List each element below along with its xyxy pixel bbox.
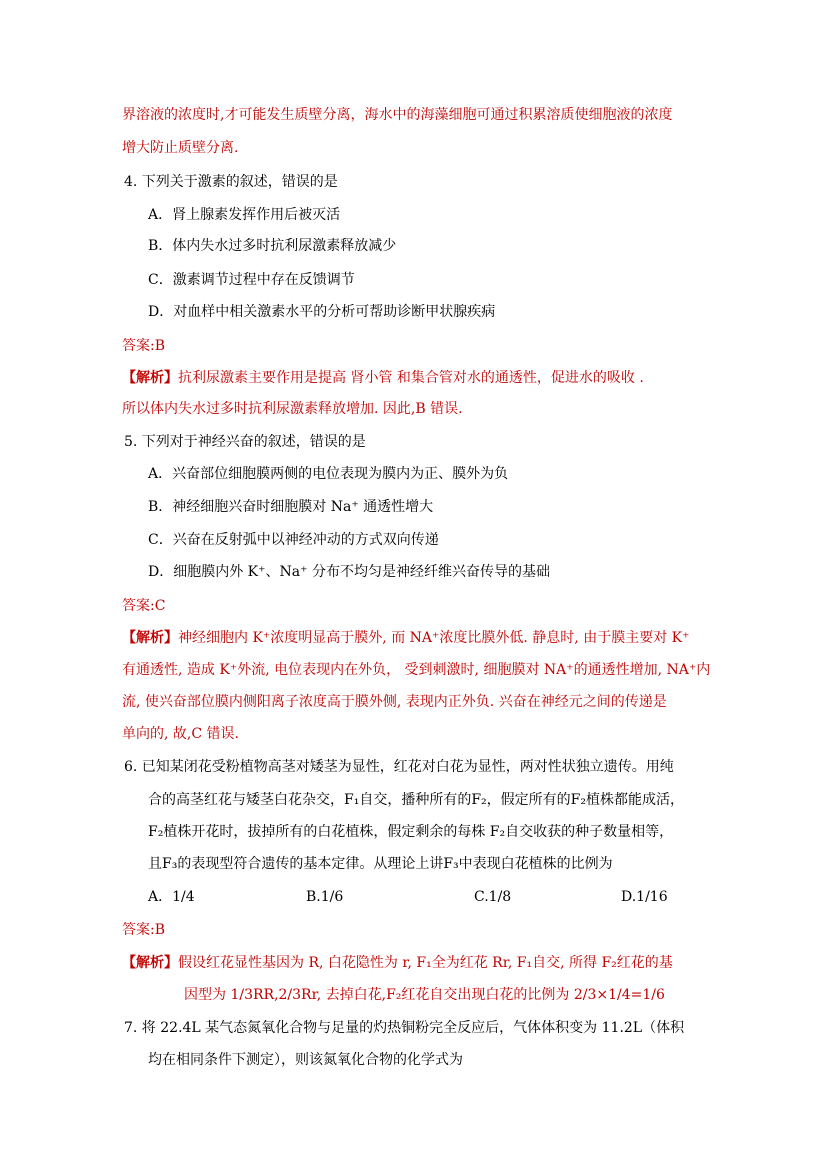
q5-option-d: D．细胞膜内外 K⁺、Na⁺ 分布不均匀是神经纤维兴奋传导的基础 — [148, 564, 550, 580]
q6-answer: 答案:B — [122, 922, 166, 938]
q5-option-c: C．兴奋在反射弧中以神经冲动的方式双向传递 — [148, 532, 439, 548]
q4-option-c: C．激素调节过程中存在反馈调节 — [148, 272, 355, 288]
q6-explanation-line — [122, 953, 673, 973]
question-6-stem: 合的高茎红花与矮茎白花杂交，F₁自交，播种所有的F₂，假定所有的F₂植株都能成活， — [148, 792, 684, 808]
explanation-continuation-line: 增大防止质壁分离. — [122, 140, 239, 156]
question-6-stem: F₂植株开花时，拔掉所有的白花植株，假定剩余的每株 F₂自交收获的种子数量相等， — [148, 824, 674, 840]
explanation-tag: 【解析】 — [122, 370, 178, 386]
question-5-stem: 5. 下列对于神经兴奋的叙述，错误的是 — [124, 434, 366, 450]
q6-option-d: D.1/16 — [621, 889, 668, 905]
q5-explanation-line — [122, 628, 690, 648]
q5-option-a: A．兴奋部位细胞膜两侧的电位表现为膜内为正、膜外为负 — [148, 466, 509, 482]
question-7-stem: 7. 将 22.4L 某气态氮氧化合物与足量的灼热铜粉完全反应后，气体体积变为 11.2L（体积 — [124, 1020, 685, 1036]
explanation-tag: 【解析】 — [122, 630, 178, 646]
q5-answer: 答案:C — [122, 598, 166, 614]
q4-option-a: A．肾上腺素发挥作用后被灭活 — [148, 207, 341, 223]
q4-explanation-line: 所以体内失水过多时抗利尿激素释放增加. 因此,B 错误. — [122, 401, 463, 417]
q4-answer: 答案:B — [122, 338, 166, 354]
q5-explanation-line: 有通透性, 造成 K⁺外流, 电位表现内在外负， 受到刺激时, 细胞膜对 NA⁺的通透性增加, NA⁺内 — [122, 662, 711, 678]
question-7-stem: 均在相同条件下测定），则该氮氧化合物的化学式为 — [148, 1052, 463, 1068]
question-6-stem: 6. 已知某闭花受粉植物高茎对矮茎为显性，红花对白花为显性，两对性状独立遗传。用纯 — [124, 759, 674, 775]
explanation-text: 神经细胞内 K⁺浓度明显高于膜外, 而 NA⁺浓度比膜外低. 静息时, 由于膜主要对 K⁺ — [178, 630, 690, 646]
explanation-text: 抗利尿激素主要作用是提高 肾小管 和集合管对水的通透性，促进水的吸收 . — [178, 370, 644, 386]
q6-option-b: B.1/6 — [306, 889, 344, 905]
q5-explanation-line: 流, 使兴奋部位膜内侧阳离子浓度高于膜外侧, 表现内正外负. 兴奋在神经元之间的传递是 — [122, 694, 667, 710]
explanation-continuation-line: 界溶液的浓度时,才可能发生质壁分离，海水中的海藻细胞可通过积累溶质使细胞液的浓度 — [122, 107, 673, 123]
explanation-tag: 【解析】 — [122, 955, 178, 971]
question-4-stem: 4. 下列关于激素的叙述，错误的是 — [124, 174, 338, 190]
q4-explanation-line — [122, 368, 644, 388]
q6-option-c: C.1/8 — [474, 889, 512, 905]
q4-option-b: B．体内失水过多时抗利尿激素释放减少 — [148, 238, 397, 254]
q6-option-a: A．1/4 — [148, 889, 195, 905]
q6-explanation-line: 因型为 1/3RR,2/3Rr, 去掉白花,F₂红花自交出现白花的比例为 2/3×1/4=1/6 — [184, 987, 665, 1003]
question-6-stem: 且F₃的表现型符合遗传的基本定律。从理论上讲F₃中表现白花植株的比例为 — [148, 856, 613, 872]
q4-option-d: D．对血样中相关激素水平的分析可帮助诊断甲状腺疾病 — [148, 304, 496, 320]
q5-option-b: B．神经细胞兴奋时细胞膜对 Na⁺ 通透性增大 — [148, 499, 434, 515]
explanation-text: 假设红花显性基因为 R, 白花隐性为 r, F₁全为红花 Rr, F₁自交, 所得 F₂红花的基 — [178, 955, 673, 971]
q5-explanation-line: 单向的, 故,C 错误. — [122, 726, 239, 742]
